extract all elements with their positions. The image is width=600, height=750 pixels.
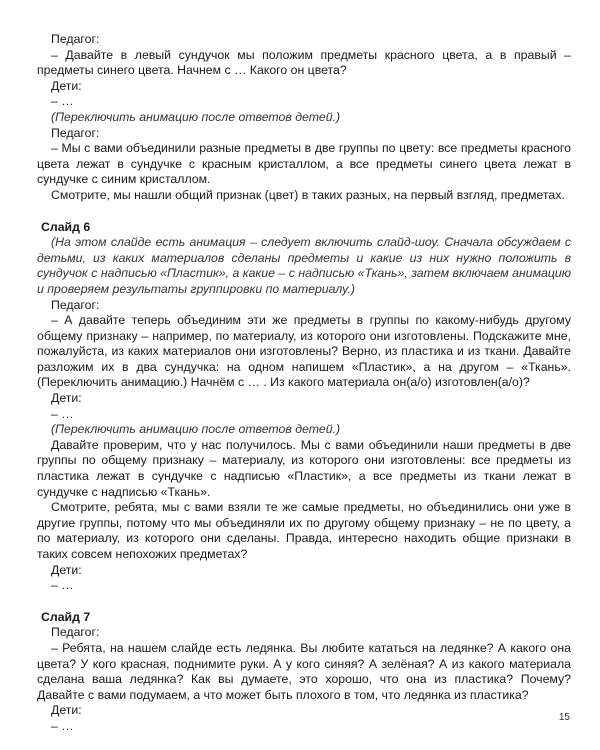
- body-paragraph: – Мы с вами объединили разные предметы в две группы по цвету: все предметы красного цвета лежат в сундучке с красным кристаллом, а все предметы синего цвета лежат в сундучке с синим кристаллом.: [37, 141, 571, 187]
- body-paragraph: – …: [51, 94, 74, 109]
- stage-direction: (Переключить анимацию после ответов детей.): [51, 422, 341, 437]
- slide-heading: Слайд 7: [41, 609, 91, 624]
- stage-direction: (На этом слайде есть анимация – следует включить слайд-шоу. Сначала обсуждаем с детьми, из каких материалов сделаны предметы и какие из них нужно положить в сундучок с надписью «Пластик», а какие – с надписью «Ткань», затем включаем анимацию и проверяем результаты группировки по материалу.): [37, 235, 571, 296]
- body-paragraph: Смотрите, ребята, мы с вами взяли те же самые предметы, но объединились они уже в другие группы, потому что мы объединяли их по другому общему признаку – не по цвету, а по материалу, из которого они сделаны. Правда, интересно находить общие признаки в таких совсем непохожих предметах?: [37, 500, 571, 561]
- speaker-label: Дети:: [51, 703, 82, 718]
- speaker-label: Педагог:: [51, 32, 100, 46]
- body-paragraph: Смотрите, мы нашли общий признак (цвет) в таких разных, на первый взгляд, предметах.: [51, 187, 565, 202]
- speaker-label: Педагог:: [51, 125, 100, 140]
- slide-heading: Слайд 6: [41, 219, 91, 234]
- speaker-label: Дети:: [51, 391, 82, 406]
- body-paragraph: – …: [51, 406, 74, 421]
- page-number: 15: [558, 712, 570, 723]
- body-paragraph: Давайте проверим, что у нас получилось. Мы с вами объединили наши предметы в две группы по общему признаку – материалу, из которого они изготовлены: все предметы из пластика лежат в сундучке с надписью «Пластик», а все предметы из ткани лежат в сундучке с надписью «Ткань».: [37, 437, 571, 499]
- speaker-label: Педагог:: [51, 297, 100, 312]
- stage-direction: (Переключить анимацию после ответов детей.): [51, 109, 341, 124]
- body-paragraph: – Ребята, на нашем слайде есть ледянка. Вы любите кататься на ледянке? А какого она цвета? У кого красная, поднимите руки. А у кого синяя? А зелёная? А из какого материала сделана ваша ледянка? Как вы думаете, это хорошо, что она из пластика? Почему? Давайте с вами подумаем, а что может быть плохого в том, что ледянка из пластика?: [37, 640, 571, 702]
- speaker-label: Дети:: [51, 562, 82, 577]
- speaker-label: Дети:: [51, 78, 82, 93]
- body-paragraph: – …: [51, 578, 74, 593]
- body-paragraph: – …: [51, 718, 74, 733]
- body-paragraph: – Давайте в левый сундучок мы положим предметы красного цвета, а в правый – предметы синего цвета. Начнем с … Какого он цвета?: [37, 47, 571, 78]
- speaker-label: Педагог:: [51, 625, 100, 640]
- body-paragraph: – А давайте теперь объединим эти же предметы в группы по какому-нибудь другому общему признаку – например, по материалу, из которого они изготовлены. Подскажите мне, пожалуйста, из каких материалов они изготовлены? Верно, из пластика и из ткани. Давайте разложим их в два сундучка: на одном напишем «Пластик», а на другом – «Ткань». (Переключить анимацию.) Начнём с … . Из какого материала он(а/о) изготовлен(а/о)?: [37, 313, 571, 390]
- page-body: [37, 32, 571, 735]
